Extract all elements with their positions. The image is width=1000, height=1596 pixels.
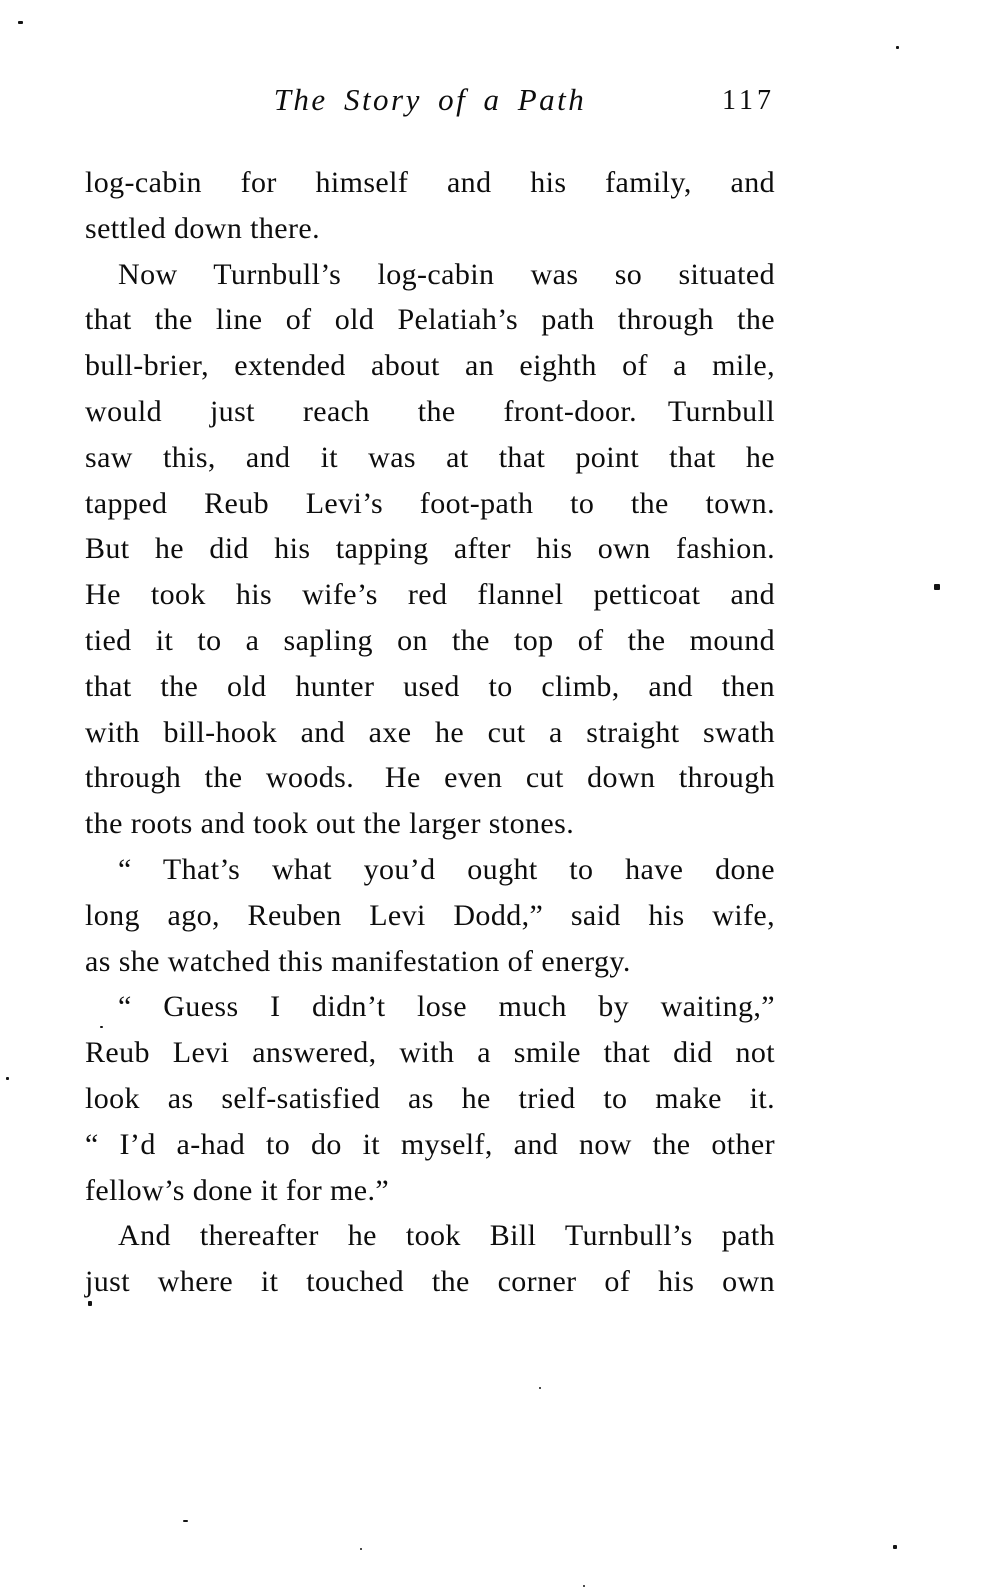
text-line: But he did his tapping after his own fashion. bbox=[85, 532, 775, 566]
text-line: through the woods. He even cut down through bbox=[85, 761, 775, 795]
text-line: just where it touched the corner of his own bbox=[85, 1265, 775, 1299]
text-line: “ That’s what you’d ought to have done bbox=[118, 852, 775, 886]
page-number: 117 bbox=[722, 85, 775, 116]
text-line: would just reach the front-door. Turnbull bbox=[85, 394, 775, 428]
scan-speck bbox=[88, 1301, 92, 1306]
scan-speck bbox=[360, 1548, 362, 1550]
text-line: Now Turnbull’s log-cabin was so situated bbox=[118, 257, 775, 291]
text-line: as she watched this manifestation of energy. bbox=[85, 944, 631, 978]
scan-speck bbox=[18, 21, 23, 24]
text-line: tied it to a sapling on the top of the mound bbox=[85, 623, 775, 657]
body-text bbox=[85, 160, 775, 1305]
text-line: look as self-satisfied as he tried to make it. bbox=[85, 1081, 775, 1115]
text-line: He took his wife’s red flannel petticoat and bbox=[85, 578, 775, 612]
text-line: fellow’s done it for me.” bbox=[85, 1173, 390, 1207]
scan-speck bbox=[934, 584, 940, 590]
text-line: And thereafter he took Bill Turnbull’s path bbox=[118, 1219, 775, 1253]
text-line: log-cabin for himself and his family, and bbox=[85, 166, 775, 199]
running-header bbox=[85, 82, 775, 122]
scan-speck bbox=[6, 1077, 9, 1080]
text-line: Reub Levi answered, with a smile that did not bbox=[85, 1036, 775, 1070]
scan-speck bbox=[893, 1545, 897, 1549]
scan-speck bbox=[183, 1520, 188, 1522]
scan-speck bbox=[583, 1585, 585, 1587]
chapter-title: The Story of a Path bbox=[273, 82, 587, 117]
text-line: with bill-hook and axe he cut a straight swath bbox=[85, 715, 775, 749]
text-line: “ I’d a-had to do it myself, and now the other bbox=[85, 1127, 775, 1161]
text-line: that the old hunter used to climb, and then bbox=[85, 669, 775, 703]
text-line: bull-brier, extended about an eighth of a mile, bbox=[85, 349, 775, 383]
text-line: settled down there. bbox=[85, 211, 321, 245]
scan-speck bbox=[539, 1387, 541, 1389]
text-line: long ago, Reuben Levi Dodd,” said his wife, bbox=[85, 898, 775, 932]
text-line: saw this, and it was at that point that he bbox=[85, 440, 775, 474]
scan-speck bbox=[100, 1026, 103, 1028]
text-line: that the line of old Pelatiah’s path through the bbox=[85, 303, 775, 337]
text-line: “ Guess I didn’t lose much by waiting,” bbox=[118, 990, 775, 1024]
scan-speck bbox=[896, 46, 899, 49]
text-line: tapped Reub Levi’s foot-path to the town. bbox=[85, 486, 775, 520]
text-line: the roots and took out the larger stones. bbox=[85, 807, 575, 841]
